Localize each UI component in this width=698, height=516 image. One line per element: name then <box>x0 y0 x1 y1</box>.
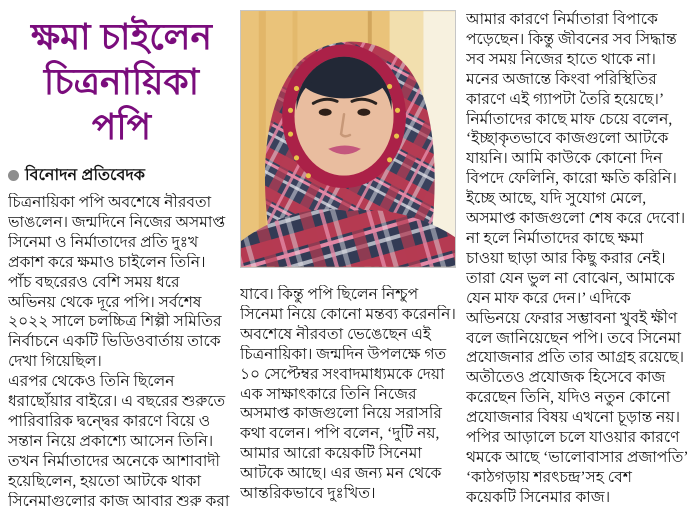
text-line: নির্বাচনে একটি ভিডিওবার্তায় তাকে <box>8 333 221 351</box>
text-line: নির্মাতাদের কাছে মাফ চেয়ে বলেন, <box>466 110 673 128</box>
text-line: না হলে নির্মাতাদের কাছে ক্ষমা <box>466 229 644 247</box>
text-line: সন্তান নিয়ে প্রকাশ্যে আসেন তিনি। <box>8 432 214 450</box>
text-line: ভাঙলেন। জন্মদিনে নিজের অসমাপ্ত <box>8 213 226 231</box>
text-line: কারণে এই গ্যাপটা তৈরি হয়েছে।’ <box>466 90 665 108</box>
article-column-left-text <box>8 193 235 510</box>
headline-line: ক্ষমা চাইলেন <box>31 16 212 57</box>
text-line: পড়েছেন। কিন্তু জীবনের সব সিদ্ধান্ত <box>466 30 677 48</box>
text-line: এরপর থেকেও তিনি ছিলেন <box>8 373 175 391</box>
text-line: আমার কারণে নির্মাতারা বিপাকে <box>466 11 658 28</box>
text-line: ইচ্ছে আছে, যদি সুযোগ মেলে, <box>466 190 647 208</box>
text-line: আটকে আছে। এর জন্য মন থেকে <box>240 465 442 483</box>
text-line: যেন মাফ করে দেন।’ এদিকে <box>466 289 631 307</box>
text-line: সিনেমা ও নির্মাতাদের প্রতি দুঃখ <box>8 233 199 251</box>
byline-text: বিনোদন প্রতিবেদক <box>25 167 145 184</box>
text-line: যায়নি। আমি কাউকে কোনো দিন <box>466 150 663 168</box>
text-line: অতীতেও প্রযোজক হিসেবে কাজ <box>466 369 666 387</box>
text-line: চিত্রনায়িকা। জন্মদিন উপলক্ষে গত <box>240 345 447 363</box>
text-line: অবশেষে নীরবতা ভেঙেছেন এই <box>240 325 431 343</box>
text-line: কথা বলেন। পপি বলেন, ‘দুটি নয়, <box>240 425 440 443</box>
text-line: করেছেন তিনি, যদিও নতুন কোনো <box>466 389 671 407</box>
article-column-right-text <box>466 10 694 508</box>
text-line: ধরাছোঁয়ার বাইরে। এ বছরের শুরুতে <box>8 393 226 411</box>
text-line: অভিনয় থেকে দূরে পপি। সর্বশেষ <box>8 293 202 311</box>
text-line: পাঁচ বছরেরও বেশি সময় ধরে <box>8 273 180 291</box>
text-line: ১০ সেপ্টেম্বর সংবাদমাধ্যমকে দেয়া <box>240 365 445 383</box>
text-line: তারা যেন ভুল না বোঝেন, আমাকে <box>466 269 675 287</box>
text-line: তখন নির্মাতাদের অনেকে আশাবাদী <box>8 452 220 470</box>
text-line: অসমাপ্ত কাজগুলো শেষ করে দেবো। <box>466 210 686 228</box>
text-line: কয়েকটি সিনেমার কাজ। <box>466 488 611 506</box>
portrait-illustration <box>241 11 455 267</box>
text-line: বলে জানিয়েছেন পপি। তবে সিনেমা <box>466 329 681 347</box>
text-line: থমকে আছে ‘ভালোবাসার প্রজাপতি’ <box>466 448 689 466</box>
text-line: এক সাক্ষাৎকারে তিনি নিজের <box>240 385 417 403</box>
text-line: দেখা গিয়েছিল। <box>8 353 102 371</box>
headline-line: পপি <box>91 106 152 147</box>
text-line: সিনেমা নিয়ে কোনো মন্তব্য করেননি। <box>240 305 456 323</box>
text-line: বিপদে ফেলিনি, কারো ক্ষতি করিনি। <box>466 170 677 188</box>
headline-line: চিত্রনায়িকা <box>43 61 200 102</box>
text-line: আমার আরো কয়েকটি সিনেমা <box>240 445 422 463</box>
text-line: মনের অজান্তে কিংবা পরিস্থিতির <box>466 70 657 88</box>
text-line: সিনেমাগুলোর কাজ আবার শুরু করা <box>8 492 230 510</box>
text-line: আন্তরিকভাবে দুঃখিত। <box>240 485 376 503</box>
column-right <box>466 4 694 514</box>
column-left <box>8 6 235 510</box>
text-line: অভিনয়ে ফেরার সম্ভাবনা খুবই ক্ষীণ <box>466 309 678 327</box>
text-line: ‘ইচ্ছাকৃতভাবে কাজগুলো আটকে <box>466 130 669 148</box>
text-line: ২০২২ সালে চলচ্চিত্র শিল্পী সমিতির <box>8 313 222 331</box>
text-line: অসমাপ্ত কাজগুলো নিয়ে সরাসরি <box>240 405 442 423</box>
text-line: হয়েছিলেন, হয়তো আটকে থাকা <box>8 472 201 490</box>
text-line: সব সময় নিজের হাতে থাকে না। <box>466 50 656 68</box>
byline <box>8 162 235 189</box>
text-line: প্রযোজনার বিষয় এখনো চূড়ান্ত নয়। <box>466 409 681 427</box>
column-middle <box>240 10 457 510</box>
popy-portrait-photo <box>240 10 456 268</box>
text-line: চাওয়া ছাড়া আর কিছু করার নেই। <box>466 249 666 267</box>
article-column-middle-text <box>240 285 457 504</box>
text-line: প্রকাশ করে ক্ষমাও চাইলেন তিনি। <box>8 253 206 271</box>
text-line: চিত্রনায়িকা পপি অবশেষে নীরবতা <box>8 194 212 211</box>
text-line: যাবে। কিন্তু পপি ছিলেন নিশ্চুপ <box>240 286 419 303</box>
bullet-icon <box>8 170 19 181</box>
text-line: পারিবারিক দ্বন্দ্বের কারণে বিয়ে ও <box>8 412 211 430</box>
text-line: ‘কাঠগড়ায় শরৎচন্দ্র’সহ বেশ <box>466 468 632 486</box>
text-line: পপির আড়ালে চলে যাওয়ার কারণে <box>466 429 680 447</box>
article-headline <box>8 6 235 149</box>
text-line: প্রযোজনার প্রতি তার আগ্রহ রয়েছে। <box>466 349 685 367</box>
